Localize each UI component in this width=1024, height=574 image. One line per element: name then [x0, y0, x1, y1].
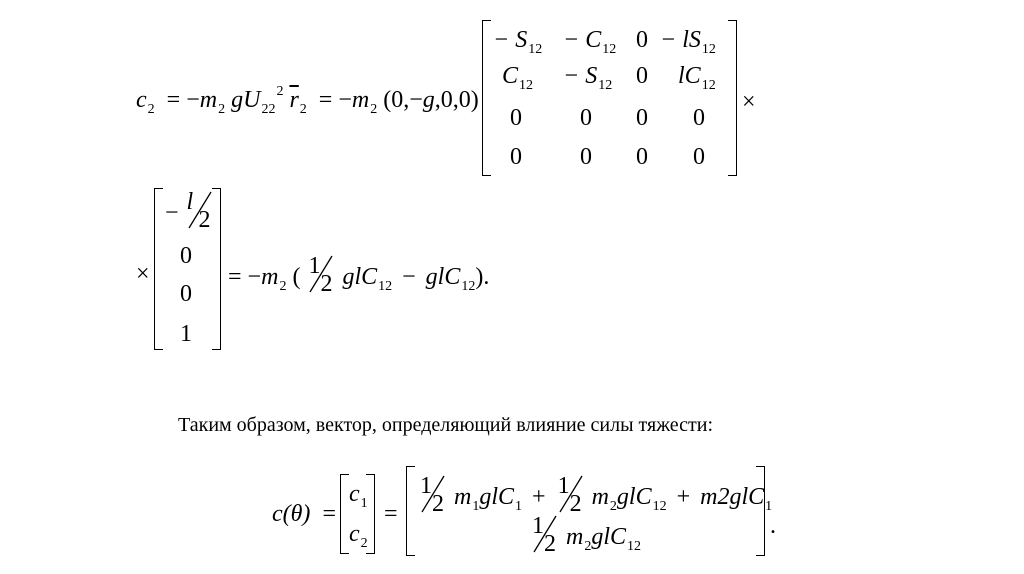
- equals-sign: =: [166, 87, 181, 113]
- glc-term: glC: [342, 264, 378, 290]
- c-vector-left-bracket: [340, 474, 349, 554]
- vector-left-bracket: [154, 188, 163, 350]
- matrix1-r2c4: $lC_{12}$: [678, 63, 716, 93]
- minus-sign: −: [402, 264, 416, 290]
- matrix1-r2c3: 0: [636, 63, 648, 89]
- minus-sign: −: [338, 87, 352, 113]
- vector-r4: 1: [180, 321, 192, 347]
- subscript: 22: [261, 102, 276, 117]
- c2-cell: $c_2$: [349, 521, 368, 551]
- matrix1-r3c2: 0: [580, 105, 592, 131]
- r-bar-symbol: $\overline{r}$: [289, 87, 299, 113]
- matrix1-r2c2: − $S_{12}$: [563, 63, 613, 93]
- explanation-text: Таким образом, вектор, определяющий влияние силы тяжести:: [178, 414, 714, 436]
- matrix1-r1c2: − $C_{12}$: [563, 27, 617, 57]
- eq1-lhs: [136, 84, 479, 117]
- matrix1-r1c3: 0: [636, 27, 648, 53]
- g-symbol: g: [231, 87, 244, 113]
- c-symbol: c: [136, 87, 147, 113]
- matrix1-r4c3: 0: [636, 144, 648, 170]
- subscript: 12: [461, 279, 476, 294]
- final-period: .: [770, 513, 776, 539]
- c1-cell: $c_1$: [349, 481, 368, 511]
- paren-open: (: [292, 264, 301, 290]
- times-sign: ×: [742, 89, 756, 115]
- U-symbol: U: [243, 87, 261, 113]
- eq3-lhs: [272, 502, 336, 526]
- m-symbol: m: [261, 264, 279, 290]
- m-symbol: m: [199, 87, 218, 113]
- result-row1: 1 2 $m_1glC_1$ + 1 2 $m_2glC_{12} + m2glC_1$: [420, 473, 773, 517]
- eq2-rhs: [228, 253, 490, 297]
- half-fraction: 1 2: [308, 253, 333, 297]
- equals-sign: =: [318, 87, 333, 113]
- matrix1-r3c1: 0: [510, 105, 522, 131]
- superscript: 2: [276, 84, 284, 99]
- result-row2: 1 2 $m_2glC_{12}$: [532, 513, 642, 557]
- vector-r3: 0: [180, 281, 192, 307]
- vector-r2: 0: [180, 243, 192, 269]
- result-left-bracket: [406, 466, 415, 556]
- paren-close-period: ).: [475, 264, 490, 290]
- matrix1-r4c2: 0: [580, 144, 592, 170]
- matrix1-left-bracket: [482, 20, 491, 176]
- matrix1-r2c1: $C_{12}$: [502, 63, 534, 93]
- matrix1-r4c4: 0: [693, 144, 705, 170]
- m-symbol: m: [351, 87, 370, 113]
- subscript: 12: [378, 279, 393, 294]
- subscript: 2: [147, 102, 155, 117]
- matrix1-right-bracket: [728, 20, 737, 176]
- subscript: 2: [299, 102, 307, 117]
- c-theta: c(θ): [272, 501, 311, 527]
- matrix1-r4c1: 0: [510, 144, 522, 170]
- vector-open: (0,−: [383, 87, 423, 113]
- vector-r1: − l 2: [165, 196, 215, 226]
- vector-close: ,0,0): [434, 87, 479, 113]
- subscript: 2: [279, 279, 287, 294]
- times-sign-2: ×: [136, 261, 150, 287]
- subscript: 2: [218, 102, 226, 117]
- equals-sign: =: [228, 264, 242, 290]
- subscript: 2: [370, 102, 378, 117]
- matrix1-r1c1: − $S_{12}$: [493, 27, 543, 57]
- glc-term: glC: [425, 264, 461, 290]
- matrix1-r1c4: − $lS_{12}$: [660, 27, 716, 57]
- minus-sign: −: [186, 87, 200, 113]
- equals-sign-2: =: [384, 501, 398, 527]
- matrix1-r3c4: 0: [693, 105, 705, 131]
- matrix1-r3c3: 0: [636, 105, 648, 131]
- l-over-2-fraction: l 2: [185, 196, 215, 226]
- g-symbol: g: [422, 87, 435, 113]
- equals-sign: =: [322, 501, 336, 527]
- minus-sign: −: [247, 264, 262, 290]
